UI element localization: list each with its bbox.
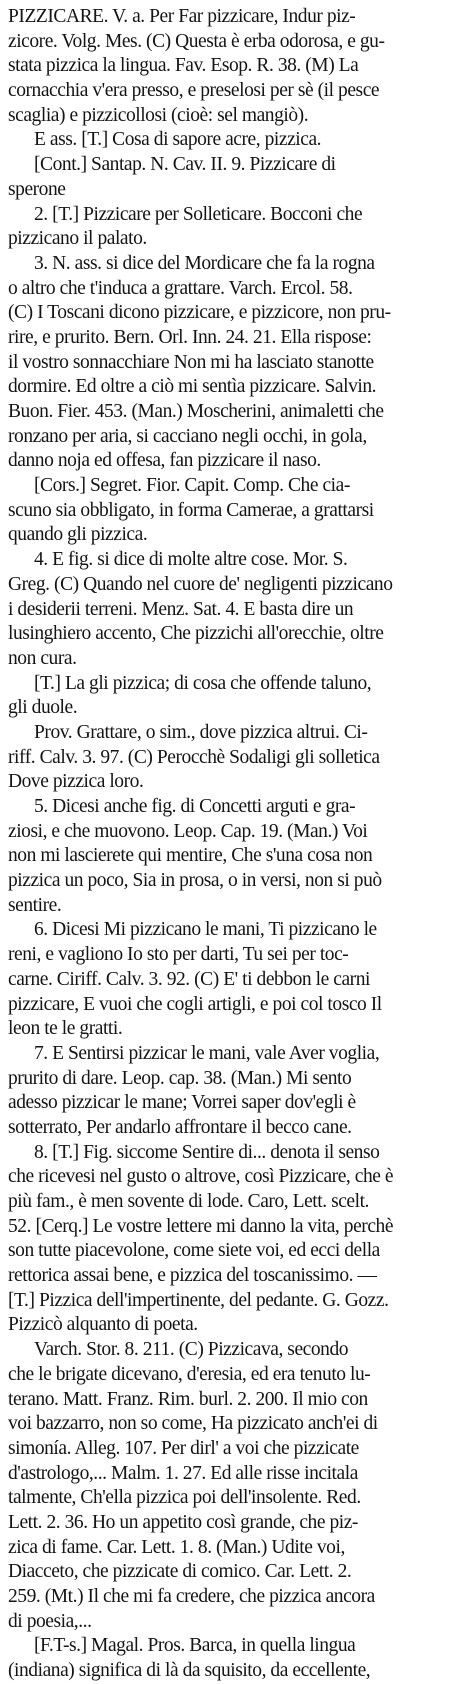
entry-line: simonía. Alleg. 107. Per dirl' a voi che pizzicate [8, 1437, 359, 1459]
entry-line: gli duole. [8, 697, 78, 719]
entry-line: ronzano per aria, si cacciano negli occhi, in gola, [8, 425, 367, 447]
entry-line: Lett. 2. 36. Ho un appetito così grande, che piz- [8, 1511, 358, 1533]
entry-line: voi bazzarro, non so come, Ha pizzicato anch'ei di [8, 1413, 378, 1435]
entry-line: talmente, Ch'ella pizzica poi dell'insolente. Red. [8, 1487, 361, 1509]
entry-line: più fam., è men sovente di lode. Caro, Lett. scelt. [8, 1191, 369, 1212]
entry-line: rire, e prurito. Bern. Orl. Inn. 24. 21. Ella rispose: [8, 326, 372, 348]
entry-line: quando gli pizzica. [8, 524, 148, 546]
entry-line: 3. N. ass. si dice del Mordicare che fa la rogna [34, 252, 375, 274]
entry-line: E ass. [T.] Cosa di sapore acre, pizzica. [34, 129, 322, 151]
entry-line: leon te le gratti. [8, 1018, 123, 1040]
entry-line: Prov. Grattare, o sim., dove pizzica altrui. Ci- [34, 721, 368, 743]
entry-line: dormire. Ed oltre a ciò mi sentìa pizzicare. Salvin. [8, 376, 377, 398]
entry-line: carne. Ciriff. Calv. 3. 92. (C) E' ti debbon le carni [8, 968, 370, 990]
entry-line: [Cors.] Segret. Fior. Capit. Comp. Che cia- [34, 475, 350, 497]
entry-line: Dove pizzica loro. [8, 771, 144, 793]
entry-line: sentire. [8, 894, 62, 916]
dictionary-entry [8, 5, 462, 1684]
entry-line: Buon. Fier. 453. (Man.) Moscherini, animaletti che [8, 401, 384, 422]
entry-line: lusinghiero accento, Che pizzichi all'orecchie, oltre [8, 623, 384, 645]
entry-line: ziosi, e che muovono. Leop. Cap. 19. (Man.) Voi [8, 820, 368, 842]
entry-line: [T.] Pizzica dell'impertinente, del pedante. G. Gozz. [8, 1289, 389, 1311]
entry-line: Diacceto, che pizzicate di comico. Car. Lett. 2. [8, 1561, 352, 1583]
entry-line: d'astrologo,... Malm. 1. 27. Ed alle risse incitala [8, 1462, 358, 1484]
entry-line: pizzica un poco, Sia in prosa, o in versi, non si può [8, 870, 382, 892]
entry-line: 2. [T.] Pizzicare per Solleticare. Bocconi che [34, 203, 363, 225]
entry-line: non cura. [8, 647, 77, 669]
entry-line: 8. [T.] Fig. siccome Sentire di... denota il senso [34, 1141, 380, 1163]
entry-line: 7. E Sentirsi pizzicar le mani, vale Aver voglia, [34, 1042, 380, 1064]
entry-line: riff. Calv. 3. 97. (C) Perocchè Sodaligi gli solletica [8, 746, 380, 768]
entry-line: sperone [8, 178, 66, 200]
entry-line: [F.T-s.] Magal. Pros. Barca, in quella lingua [34, 1635, 356, 1657]
entry-line: scaglia) e pizzicollosi (cioè: sel mangiò). [8, 104, 309, 126]
entry-line: i desiderii terreni. Menz. Sat. 4. E basta dire un [8, 598, 354, 620]
entry-line: terano. Matt. Franz. Rim. burl. 2. 200. Il mio con [8, 1388, 368, 1410]
entry-line: [T.] La gli pizzica; di cosa che offende taluno, [34, 672, 372, 694]
entry-line: adesso pizzicar le mane; Vorrei saper dov'egli è [8, 1092, 356, 1114]
entry-line: di poesia,... [8, 1610, 92, 1632]
entry-line: pizzicano il palato. [8, 228, 147, 250]
entry-line: che ricevesi nel gusto o altrove, così Pizzicare, che è [8, 1166, 394, 1188]
entry-line: stata pizzica la lingua. Fav. Esop. R. 38. (M) La [8, 55, 359, 77]
entry-line: non mi lascierete qui mentire, Che s'una cosa non [8, 845, 373, 867]
entry-line: 259. (Mt.) Il che mi fa credere, che pizzica ancora [8, 1586, 375, 1607]
entry-line: Pizzicò alquanto di poeta. [8, 1314, 198, 1336]
entry-line: 5. Dicesi anche fig. di Concetti arguti e gra- [34, 796, 356, 817]
entry-line: [Cont.] Santap. N. Cav. II. 9. Pizzicare di [34, 154, 336, 176]
entry-line: son tutte piacevolone, come siete voi, ed ecci della [8, 1240, 380, 1262]
entry-line: PIZZICARE. V. a. Per Far pizzicare, Indur piz- [8, 6, 356, 27]
entry-line: Greg. (C) Quando nel cuore de' negligenti pizzicano [8, 573, 393, 595]
entry-line: prurito di dare. Leop. cap. 38. (Man.) Mi sento [8, 1067, 352, 1089]
entry-line: il vostro sonnacchiare Non mi ha lasciato stanotte [8, 351, 374, 373]
entry-line: sotterrato, Per andarlo affrontare il becco cane. [8, 1116, 352, 1138]
entry-line: danno noja ed offesa, fan pizzicare il naso. [8, 450, 321, 472]
entry-line: 6. Dicesi Mi pizzicano le mani, Ti pizzicano le [34, 919, 377, 941]
entry-line: 4. E fig. si dice di molte altre cose. Mor. S. [34, 549, 348, 571]
entry-line: (indiana) significa di là da squisito, da eccellente, [8, 1660, 371, 1682]
entry-line: pizzicare, E vuoi che cogli artigli, e poi col tosco Il [8, 993, 382, 1015]
entry-line: Varch. Stor. 8. 211. (C) Pizzicava, secondo [34, 1339, 349, 1361]
entry-line: 52. [Cerq.] Le vostre lettere mi danno la vita, perchè [8, 1215, 394, 1237]
entry-line: che le brigate dicevano, d'eresia, ed era tenuto lu- [8, 1363, 371, 1385]
entry-line: scuno sia obbligato, in forma Camerae, a grattarsi [8, 499, 374, 521]
entry-line: zicore. Volg. Mes. (C) Questa è erba odorosa, e gu- [8, 30, 385, 52]
entry-line: zica di fame. Car. Lett. 1. 8. (Man.) Udite voi, [8, 1536, 345, 1558]
entry-line: reni, e vagliono Io sto per darti, Tu sei per toc- [8, 944, 349, 966]
entry-line: rettorica assai bene, e pizzica del toscanissimo. — [8, 1265, 377, 1287]
entry-line: cornacchia v'era presso, e preselosi per sè (il pesce [8, 80, 380, 102]
entry-line: (C) I Toscani dicono pizzicare, e pizzicore, non pru- [8, 302, 391, 324]
entry-line: o altro che t'induca a grattare. Varch. Ercol. 58. [8, 277, 353, 299]
